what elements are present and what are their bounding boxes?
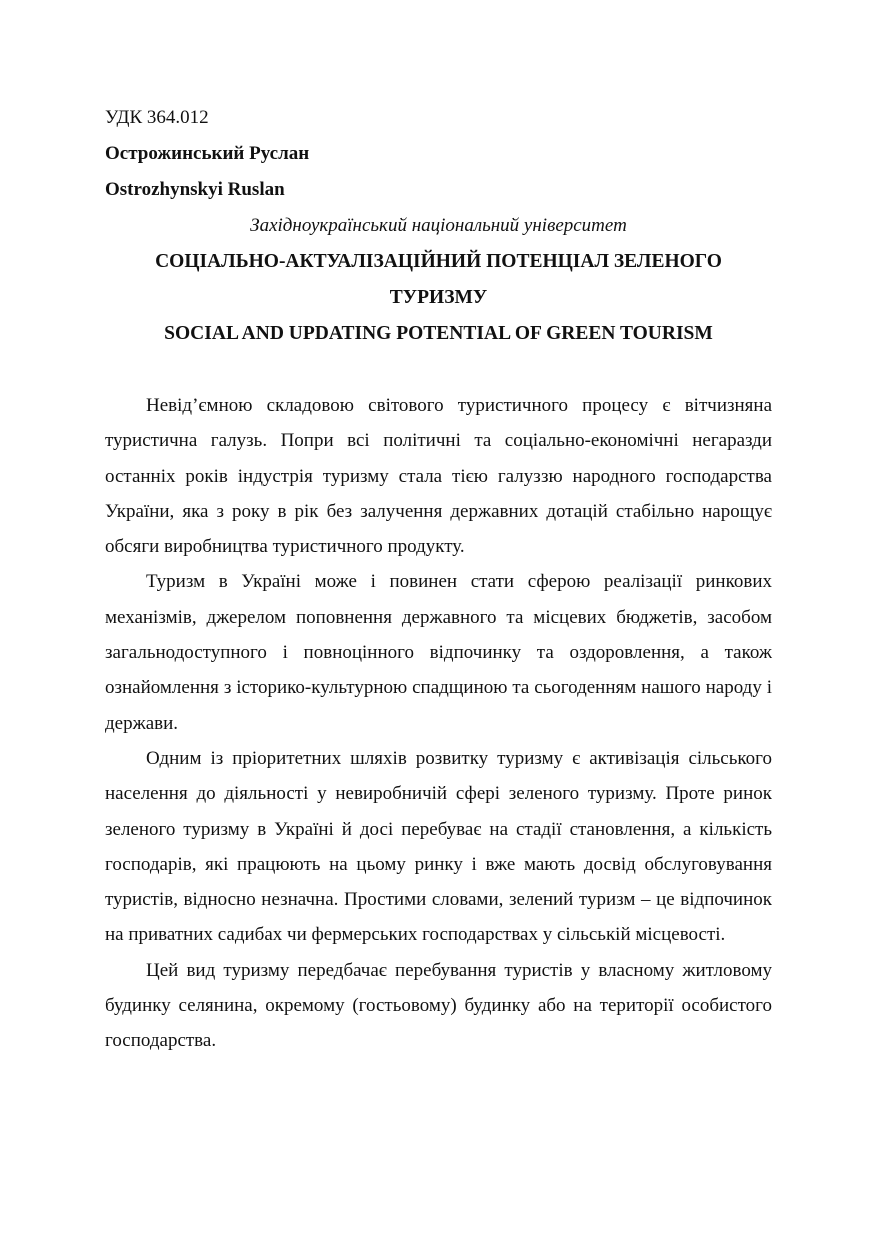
document-page [105, 100, 772, 1059]
title-uk-line-2: ТУРИЗМУ [389, 287, 488, 308]
author-name-en: Ostrozhynskyi Ruslan [105, 179, 285, 200]
article-title [105, 244, 772, 352]
spacer [105, 352, 772, 388]
body-paragraph: Невід’ємною складовою світового туристичного процесу є вітчизняна туристична галузь. Попри всі політичні та соціально-економічні негаразди останніх років індустрія туризму стала тією галуззю народного господарства України, яка з року в рік без залучення державних дотацій стабільно нарощує обсяги виробництва туристичного продукту. [105, 395, 772, 558]
body-paragraph: Одним із пріоритетних шляхів розвитку туризму є активізація сільського населення до діяльності у невиробничій сфері зеленого туризму. Проте ринок зеленого туризму в Україні й досі перебуває на стадії становлення, а кількість господарів, які працюють на цьому ринку і вже мають досвід обслуговування туристів, відносно незначна. Простими словами, зелений туризм – це відпочинок на приватних садибах чи фермерських господарствах у сільській місцевості. [105, 747, 772, 946]
author-name-uk: Острожинський Руслан [105, 143, 310, 164]
affiliation: Західноукраїнський національний університет [250, 215, 627, 236]
body-paragraph: Туризм в Україні може і повинен стати сферою реалізації ринкових механізмів, джерелом поповнення державного та місцевих бюджетів, засобом загальнодоступного і повноцінного відпочинку та оздоровлення, а також ознайомлення з історико-культурною спадщиною та сьогоденням нашого народу і держави. [105, 571, 772, 734]
article-body [105, 388, 772, 1059]
udc-code: УДК 364.012 [105, 107, 209, 128]
body-paragraph: Цей вид туризму передбачає перебування туристів у власному житловому будинку селянина, окремому (гостьовому) будинку або на території особистого господарства. [105, 959, 772, 1052]
title-uk-line-1: СОЦІАЛЬНО-АКТУАЛІЗАЦІЙНИЙ ПОТЕНЦІАЛ ЗЕЛЕНОГО [155, 251, 722, 272]
title-en: SOCIAL AND UPDATING POTENTIAL OF GREEN TOURISM [164, 323, 713, 344]
